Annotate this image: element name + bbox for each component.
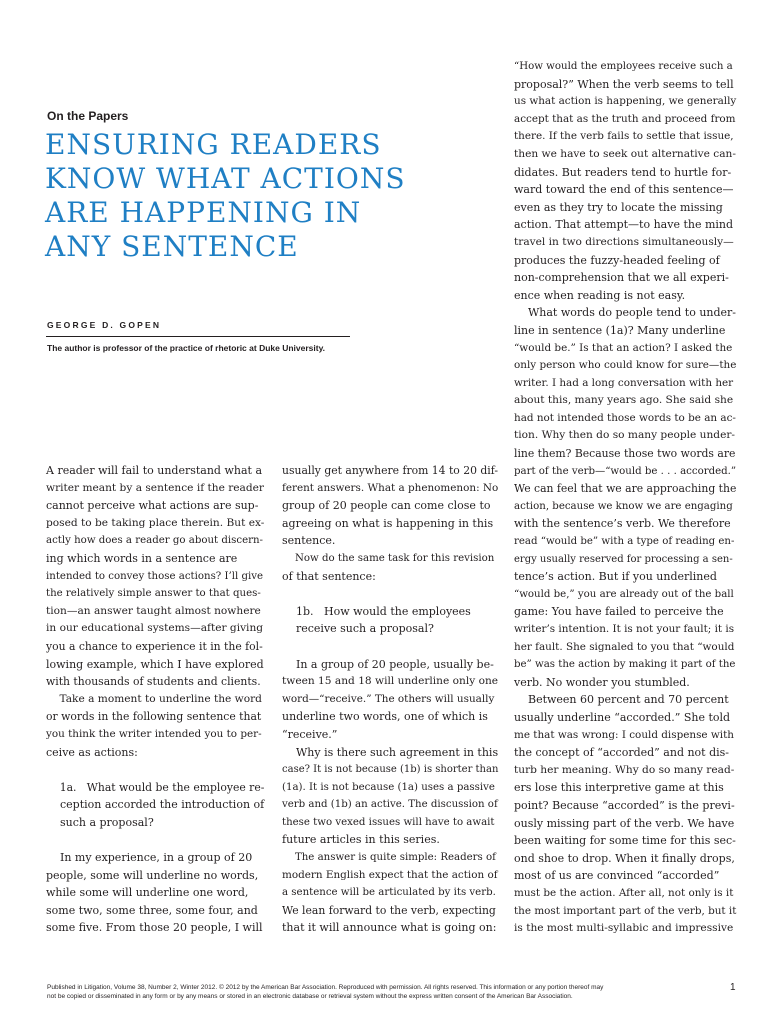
copyright-footer: [47, 983, 707, 1001]
text-line: action. That attempt—to have the mind: [514, 218, 734, 232]
text-line: cannot perceive what actions are sup-: [46, 499, 259, 513]
text-line: ergy usually reserved for processing a sen-: [514, 553, 733, 565]
text-line: the relatively simple answer to that ques-: [46, 588, 261, 600]
text-line: modern English expect that the action of: [282, 868, 498, 881]
text-line: tween 15 and 18 will underline only one: [282, 675, 499, 688]
text-line: didates. But readers tend to hurtle for-: [514, 165, 732, 179]
text-line: case? It is not because (1b) is shorter than: [282, 764, 499, 776]
text-line: that it will announce what is going on:: [282, 921, 497, 935]
text-line: her fault. She signaled to you that “would: [514, 640, 735, 653]
text-line: writer’s intention. It is not your fault; it is: [514, 623, 735, 635]
text-line: the most important part of the verb, but it: [514, 904, 737, 917]
text-line: had not intended those words to be an ac-: [514, 411, 736, 424]
text-line: only person who could know for sure—the: [514, 359, 737, 372]
text-line: ond shoe to drop. When it finally drops,: [514, 851, 735, 865]
text-line: ception accorded the introduction of: [46, 798, 265, 812]
text-line: the concept of “accorded” and not dis-: [514, 746, 730, 760]
text-line: produces the fuzzy-headed feeling of: [514, 253, 720, 267]
text-line: “receive.”: [282, 727, 338, 741]
text-line: line in sentence (1a)? Many underline: [514, 323, 726, 337]
text-line: action, because we know we are engaging: [514, 500, 733, 512]
text-line: usually get anywhere from 14 to 20 dif-: [282, 464, 499, 477]
text-line: receive such a proposal?: [282, 622, 434, 636]
text-line: people, some will underline no words,: [46, 868, 259, 882]
text-line: line them? Because those two words are: [514, 447, 736, 461]
text-line: must be the action. After all, not only is it: [514, 886, 734, 899]
text-line: We lean forward to the verb, expecting: [282, 903, 496, 917]
text-line: non-comprehension that we all experi-: [514, 271, 729, 285]
text-line: Now do the same task for this revision: [282, 552, 495, 564]
text-line: “would be.” Is that an action? I asked the: [514, 341, 733, 354]
text-line: verb and (1b) an active. The discussion of: [282, 799, 498, 811]
text-line: 1b. How would the employees: [282, 604, 471, 618]
text-line: “How would the employees receive such a: [514, 61, 733, 72]
text-line: writer. I had a long conversation with her: [514, 376, 734, 389]
text-line: verb. No wonder you stumbled.: [514, 675, 690, 689]
text-line: future articles in this series.: [282, 833, 440, 847]
text-line: In my experience, in a group of 20: [46, 851, 253, 865]
text-line: travel in two directions simultaneously—: [514, 235, 734, 248]
text-line: ward toward the end of this sentence—: [514, 183, 734, 197]
text-line: there. If the verb fails to settle that issue,: [514, 130, 734, 143]
text-line: with thousands of students and clients.: [46, 675, 261, 689]
title-line: ANY SENTENCE: [45, 230, 299, 263]
text-line: even as they try to locate the missing: [514, 200, 723, 214]
text-line: of that sentence:: [282, 569, 376, 583]
footer-line: not be copied or disseminated in any form or by any means or stored in an electronic database or retrieval system without the express written consent of the American Bar Association.: [47, 993, 573, 1000]
text-line: “would be,” you are already out of the ball: [514, 588, 734, 600]
text-line: posed to be taking place therein. But ex-: [46, 516, 265, 529]
text-line: agreeing on what is happening in this: [282, 516, 494, 530]
text-line: ceive as actions:: [46, 745, 138, 759]
text-line: In a group of 20 people, usually be-: [282, 657, 494, 671]
text-line: Why is there such agreement in this: [282, 745, 499, 759]
author-bio: The author is professor of the practice of rhetoric at Duke University.: [47, 343, 326, 353]
text-line: most of us are convinced “accorded”: [514, 869, 720, 883]
text-line: or words in the following sentence that: [46, 710, 262, 724]
text-line: We can feel that we are approaching the: [514, 482, 737, 496]
byline-divider: [46, 336, 350, 337]
text-line: ers lose this interpretive game at this: [514, 781, 724, 795]
text-line: lowing example, which I have explored: [46, 657, 264, 671]
text-line: you a chance to experience it in the fol-: [46, 639, 263, 653]
text-line: turb her meaning. Why do so many read-: [514, 763, 735, 776]
text-line: in our educational systems—after giving: [46, 622, 264, 635]
text-line: word—“receive.” The others will usually: [282, 692, 495, 705]
paragraph-gap: [46, 761, 264, 779]
text-line: been waiting for some time for this sec-: [514, 834, 736, 848]
text-line: Between 60 percent and 70 percent: [514, 693, 729, 707]
text-line: tence’s action. But if you underlined: [514, 570, 717, 584]
title-line: ENSURING READERS: [45, 128, 382, 161]
text-line: a sentence will be articulated by its verb.: [282, 887, 496, 899]
title-line: ARE HAPPENING IN: [45, 196, 362, 229]
text-line: some five. From those 20 people, I will: [46, 921, 263, 935]
text-line: is the most multi-syllabic and impressive: [514, 922, 734, 935]
paragraph-gap: [282, 638, 498, 656]
text-line: you think the writer intended you to per-: [46, 727, 262, 740]
text-line: ing which words in a sentence are: [46, 551, 238, 565]
text-line: ferent answers. What a phenomenon: No: [282, 481, 499, 494]
text-line: writer meant by a sentence if the reader: [46, 481, 264, 494]
text-line: 1a. What would be the employee re-: [46, 780, 265, 794]
text-line: part of the verb—“would be . . . accorded.”: [514, 465, 737, 477]
text-line: A reader will fail to understand what a: [46, 464, 262, 477]
text-column-3: [514, 58, 736, 938]
text-column-2: [282, 462, 498, 937]
text-line: then we have to seek out alternative can-: [514, 147, 736, 160]
text-line: be” was the action by making it part of the: [514, 659, 736, 671]
text-line: us what action is happening, we generally: [514, 95, 737, 108]
text-line: sentence.: [282, 534, 336, 548]
text-line: such a proposal?: [46, 815, 154, 829]
text-line: group of 20 people can come close to: [282, 499, 491, 513]
text-line: accept that as the truth and proceed from: [514, 112, 736, 125]
page-number: 1: [730, 982, 736, 993]
title-line: KNOW WHAT ACTIONS: [45, 162, 406, 195]
text-line: underline two words, one of which is: [282, 710, 488, 724]
section-kicker: On the Papers: [47, 109, 129, 123]
paragraph-gap: [282, 585, 498, 603]
text-line: intended to convey those actions? I’ll give: [46, 570, 264, 582]
text-line: with the sentence’s verb. We therefore: [514, 517, 731, 531]
text-line: game: You have failed to perceive the: [514, 605, 724, 619]
text-line: point? Because “accorded” is the previ-: [514, 798, 735, 812]
text-line: these two vexed issues will have to await: [282, 816, 495, 828]
text-line: proposal?” When the verb seems to tell: [514, 77, 734, 91]
text-line: usually underline “accorded.” She told: [514, 710, 731, 724]
text-line: ously missing part of the verb. We have: [514, 816, 735, 830]
text-line: Take a moment to underline the word: [46, 692, 262, 705]
text-line: (1a). It is not because (1a) uses a passive: [282, 781, 495, 793]
text-line: ence when reading is not easy.: [514, 288, 686, 302]
footer-line: Published in Litigation, Volume 38, Number 2, Winter 2012. © 2012 by the American Bar Association. Reproduced with permission. All rights reserved. This information or any portion thereof may: [47, 984, 604, 991]
text-line: What words do people tend to under-: [514, 306, 737, 320]
text-line: The answer is quite simple: Readers of: [282, 852, 496, 864]
text-line: actly how does a reader go about discern-: [46, 535, 264, 547]
author-byline: GEORGE D. GOPEN: [47, 320, 162, 330]
text-column-1: [46, 462, 264, 937]
text-line: about this, many years ago. She said she: [514, 394, 734, 407]
article-title: [45, 128, 465, 264]
text-line: tion. Why then do so many people under-: [514, 429, 736, 442]
text-line: some two, some three, some four, and: [46, 903, 258, 917]
text-line: read “would be” with a type of reading en-: [514, 536, 735, 548]
text-line: me that was wrong: I could dispense with: [514, 728, 734, 741]
text-line: while some will underline one word,: [46, 886, 249, 900]
text-line: tion—an answer taught almost nowhere: [46, 604, 261, 617]
paragraph-gap: [46, 831, 264, 849]
